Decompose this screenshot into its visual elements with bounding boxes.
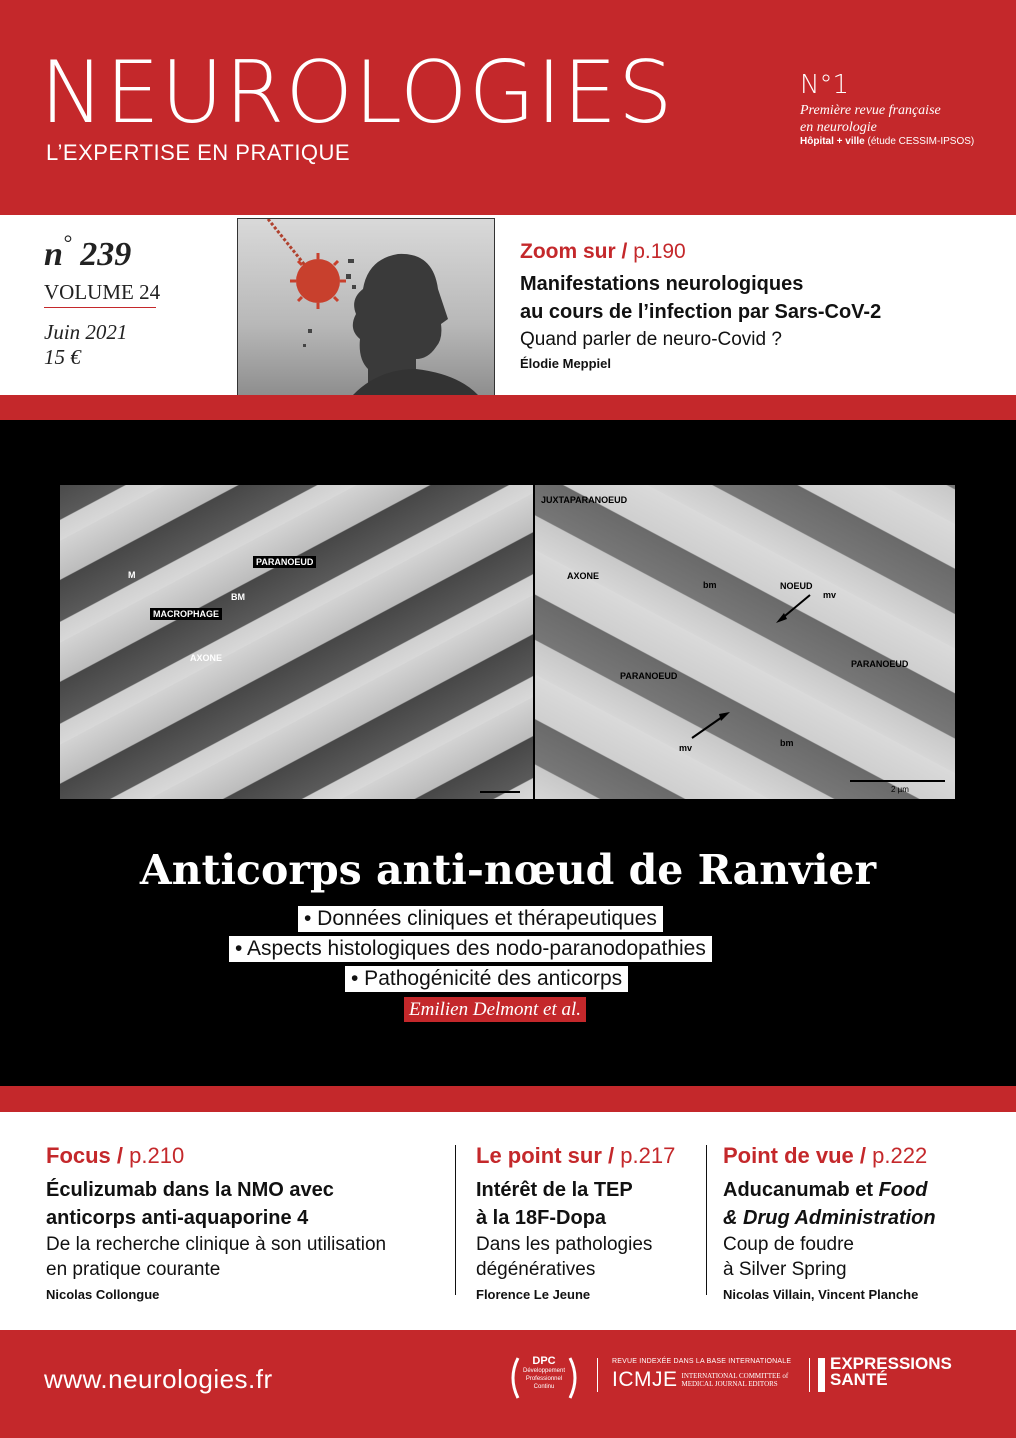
scale-bar-label: 2 µm [891,785,909,794]
dpc-logo [508,1356,580,1400]
publisher-line-2: SANTÉ [830,1370,888,1389]
column-divider-2 [706,1145,707,1295]
micro-label-paranoeud-left: PARANOEUD [620,671,678,681]
micro-label-juxtaparanoeud: JUXTAPARANOEUD [541,495,628,505]
micro-label-paranoeud: PARANOEUD [253,556,316,568]
point-sur-section-label: Le point sur / [476,1143,615,1168]
publisher-line-1: EXPRESSIONS [830,1354,952,1373]
dpc-line-2: Professionnel [525,1376,563,1382]
micro-label-macrophage: MACROPHAGE [150,608,222,620]
rank-badge: N°1 [800,70,849,100]
footer-divider-1 [597,1358,598,1392]
point-sur-title-line-1: Intérêt de la TEP [476,1179,633,1201]
column-divider-1 [455,1145,456,1295]
issue-volume: VOLUME 24 [44,280,161,304]
red-divider-band [0,395,1016,420]
micrograph-left [60,485,533,799]
publisher-logo [830,1356,952,1388]
issue-price: 15 € [44,345,81,369]
micro-label-noeud: NOEUD [780,581,813,591]
point-de-vue-title-a: Aducanumab et [723,1179,879,1201]
micro-label-mv-bottom: mv [679,743,693,753]
rank-note-text: (étude CESSIM-IPSOS) [864,136,975,147]
point-sur-heading [476,1143,675,1169]
rank-line-1: Première revue française [800,103,941,118]
micro-label-m: M [128,570,136,580]
zoom-page-ref: p.190 [633,240,686,263]
feature-author: Emilien Delmont et al. [404,997,586,1022]
rank-description [800,102,1000,136]
focus-title-line-1: Éculizumab dans la NMO avec [46,1179,334,1201]
focus-subtitle-line-1: De la recherche clinique à son utilisation [46,1234,387,1255]
point-de-vue-title-b: Food [878,1179,928,1201]
red-divider-band-bottom [0,1086,1016,1112]
icmje-line-1: INTERNATIONAL COMMITTEE of [681,1372,789,1380]
micro-label-axone: AXONE [190,653,223,663]
zoom-author: Élodie Meppiel [520,356,612,371]
zoom-subtitle: Quand parler de neuro-Covid ? [520,329,782,350]
micro-label-bm-bottom: bm [780,738,794,748]
magazine-title: NEUROLOGIES [40,43,674,143]
issue-prefix: n [44,236,63,273]
micrograph-right [535,485,955,799]
arrow-overlay [535,485,955,799]
rank-line-2: en neurologie [800,120,877,135]
issue-degree: ° [62,230,72,255]
rank-note-bold: Hôpital + ville [800,136,865,147]
scale-bar-left [480,791,520,793]
zoom-title-line-2: au cours de l’infection par Sars-CoV-2 [520,301,882,323]
point-de-vue-page-ref: p.222 [872,1143,928,1168]
covid-head-illustration [237,218,495,396]
publisher-bar-icon [818,1358,825,1392]
point-de-vue-title-line-2: & Drug Administration [723,1207,936,1229]
icmje-acronym: ICMJE [612,1368,678,1391]
issue-divider [44,307,156,308]
issue-number [44,230,132,274]
icmje-logo [612,1358,791,1392]
point-de-vue-author: Nicolas Villain, Vincent Planche [723,1287,919,1302]
micro-label-bm: BM [231,592,245,602]
issue-number-value: 239 [80,236,132,273]
feature-bullet-1: • Données cliniques et thérapeutiques [298,906,663,932]
icmje-line-2: MEDICAL JOURNAL EDITORS [681,1380,778,1388]
point-sur-title-line-2: à la 18F-Dopa [476,1207,607,1229]
focus-subtitle-line-2: en pratique courante [46,1259,221,1280]
micro-label-bm-top: bm [703,580,717,590]
micro-label-axone-right: AXONE [567,571,600,581]
micro-label-paranoeud-right: PARANOEUD [851,659,909,669]
dpc-line-1: Développement [522,1368,566,1374]
focus-page-ref: p.210 [129,1143,185,1168]
micro-label-mv-top: mv [823,590,837,600]
focus-author: Nicolas Collongue [46,1287,160,1302]
point-de-vue-subtitle-line-1: Coup de foudre [723,1234,854,1255]
point-sur-author: Florence Le Jeune [476,1287,591,1302]
website-link[interactable]: www.neurologies.fr [44,1364,273,1394]
footer-divider-2 [809,1358,810,1392]
focus-heading [46,1143,184,1169]
issue-date: Juin 2021 [44,320,128,344]
feature-bullet-3: • Pathogénicité des anticorps [345,966,628,992]
zoom-title-line-1: Manifestations neurologiques [520,273,804,295]
feature-title: Anticorps anti-nœud de Ranvier [139,846,877,894]
focus-title-line-2: anticorps anti-aquaporine 4 [46,1207,309,1229]
point-sur-page-ref: p.217 [620,1143,676,1168]
point-de-vue-title-line-1 [723,1179,927,1202]
point-de-vue-subtitle-line-2: à Silver Spring [723,1259,847,1280]
icmje-index-note: REVUE INDEXÉE DANS LA BASE INTERNATIONALE [612,1358,792,1365]
zoom-section-heading [520,240,686,264]
feature-bullet-2: • Aspects histologiques des nodo-paranodopathies [229,936,712,962]
magazine-tagline: L’EXPERTISE EN PRATIQUE [46,140,351,165]
point-sur-subtitle-line-2: dégénératives [476,1259,596,1280]
point-de-vue-heading [723,1143,927,1169]
point-de-vue-section-label: Point de vue / [723,1143,867,1168]
zoom-section-label: Zoom sur / [520,240,628,263]
dpc-title: DPC [532,1355,556,1367]
dpc-line-3: Continu [533,1384,555,1390]
rank-note [800,136,974,147]
icmje-fullname [682,1372,789,1388]
point-sur-subtitle-line-1: Dans les pathologies [476,1234,653,1255]
focus-section-label: Focus / [46,1143,124,1168]
